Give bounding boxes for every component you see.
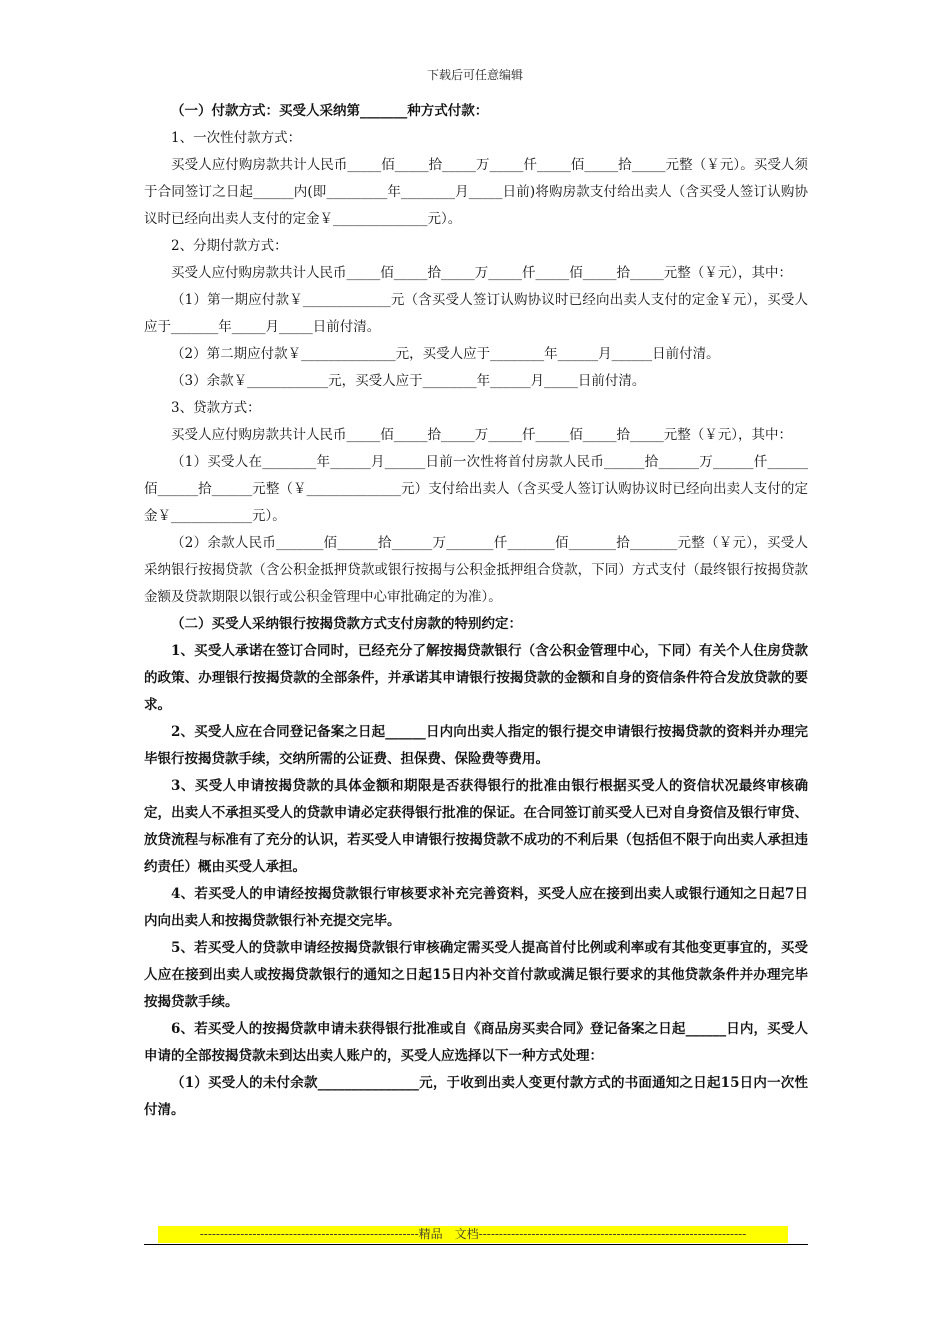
paragraph: 买受人应付购房款共计人民币_____佰_____拾_____万_____仟_____佰_____拾_____元整（￥元），其中： xyxy=(171,265,792,281)
paragraph: （1）买受人的未付余款_______________元，于收到出卖人变更付款方式的书面通知之日起15日内一次性付清。 xyxy=(144,1075,808,1118)
paragraph: 3、贷款方式： xyxy=(171,400,261,416)
paragraph: 1、买受人承诺在签订合同时，已经充分了解按揭贷款银行（含公积金管理中心，下同）有关个人住房贷款的政策、办理银行按揭贷款的全部条件，并承诺其申请银行按揭贷款的金额和自身的资信条件符合发放贷款的要求。 xyxy=(144,643,808,713)
paragraph: （2）第二期应付款￥______________元，买受人应于________年______月______日前付清。 xyxy=(171,346,720,362)
paragraph: （1）第一期应付款￥_____________元（含买受人签订认购协议时已经向出卖人支付的定金￥元），买受人应于_______年_____月_____日前付清。 xyxy=(144,292,808,335)
paragraph: 2、分期付款方式： xyxy=(171,238,288,254)
paragraph: 5、若买受人的贷款申请经按揭贷款银行审核确定需买受人提高首付比例或利率或有其他变更事宜的，买受人应在接到出卖人或按揭贷款银行的通知之日起15日内补交首付款或满足银行要求的其他贷款条件并办理完毕按揭贷款手续。 xyxy=(144,940,808,1010)
paragraph: 买受人应付购房款共计人民币_____佰_____拾_____万_____仟_____佰_____拾_____元整（￥元）。买受人须于合同签订之日起______内(即_________年________月_____日前)将购房款支付给出卖人（含买受人签订认购协议时已经向出卖人支付的定金￥______________元）。 xyxy=(144,157,808,227)
page-header: 下载后可任意编辑 xyxy=(426,68,523,82)
paragraph: （二）买受人采纳银行按揭贷款方式支付房款的特别约定： xyxy=(171,616,522,632)
paragraph: 3、买受人申请按揭贷款的具体金额和期限是否获得银行的批准由银行根据买受人的资信状况最终审核确定，出卖人不承担买受人的贷款申请必定获得银行批准的保证。在合同签订前买受人已对自身资信及银行审贷、放贷流程与标准有了充分的认识，若买受人申请银行按揭贷款不成功的不利后果（包括但不限于向出卖人承担违约责任）概由买受人承担。 xyxy=(144,778,808,875)
paragraph: 4、若买受人的申请经按揭贷款银行审核要求补充完善资料，买受人应在接到出卖人或银行通知之日起7日内向出卖人和按揭贷款银行补充提交完毕。 xyxy=(144,886,808,929)
paragraph: 2、买受人应在合同登记备案之日起______日内向出卖人指定的银行提交申请银行按揭贷款的资料并办理完毕银行按揭贷款手续，交纳所需的公证费、担保费、保险费等费用。 xyxy=(144,724,808,767)
paragraph: 1、一次性付款方式： xyxy=(171,130,302,146)
page-footer: ------------------------------------------------------精品 文档------------------------------------------------------------------ xyxy=(158,1226,788,1243)
paragraph: （3）余款￥____________元，买受人应于________年______月_____日前付清。 xyxy=(171,373,646,389)
paragraph: 6、若买受人的按揭贷款申请未获得银行批准或自《商品房买卖合同》登记备案之日起______日内，买受人申请的全部按揭贷款未到达出卖人账户的，买受人应选择以下一种方式处理： xyxy=(144,1021,808,1064)
paragraph: （2）余款人民币_______佰______拾______万_______仟_______佰_______拾_______元整（￥元），买受人采纳银行按揭贷款（含公积金抵押贷款或银行按揭与公积金抵押组合贷款，下同）方式支付（最终银行按揭贷款金额及贷款期限以银行或公积金管理中心审批确定的为准）。 xyxy=(144,535,808,605)
document-body xyxy=(144,98,808,1124)
paragraph: （1）买受人在________年______月______日前一次性将首付房款人民币______拾______万______仟______佰______拾______元整（￥______________元）支付给出卖人（含买受人签订认购协议时已经向出卖人支付的定金￥____________元）。 xyxy=(144,454,808,524)
footer-divider xyxy=(144,1244,808,1245)
paragraph: 买受人应付购房款共计人民币_____佰_____拾_____万_____仟_____佰_____拾_____元整（￥元），其中： xyxy=(171,427,792,443)
paragraph: （一）付款方式：买受人采纳第_______种方式付款： xyxy=(171,103,489,119)
